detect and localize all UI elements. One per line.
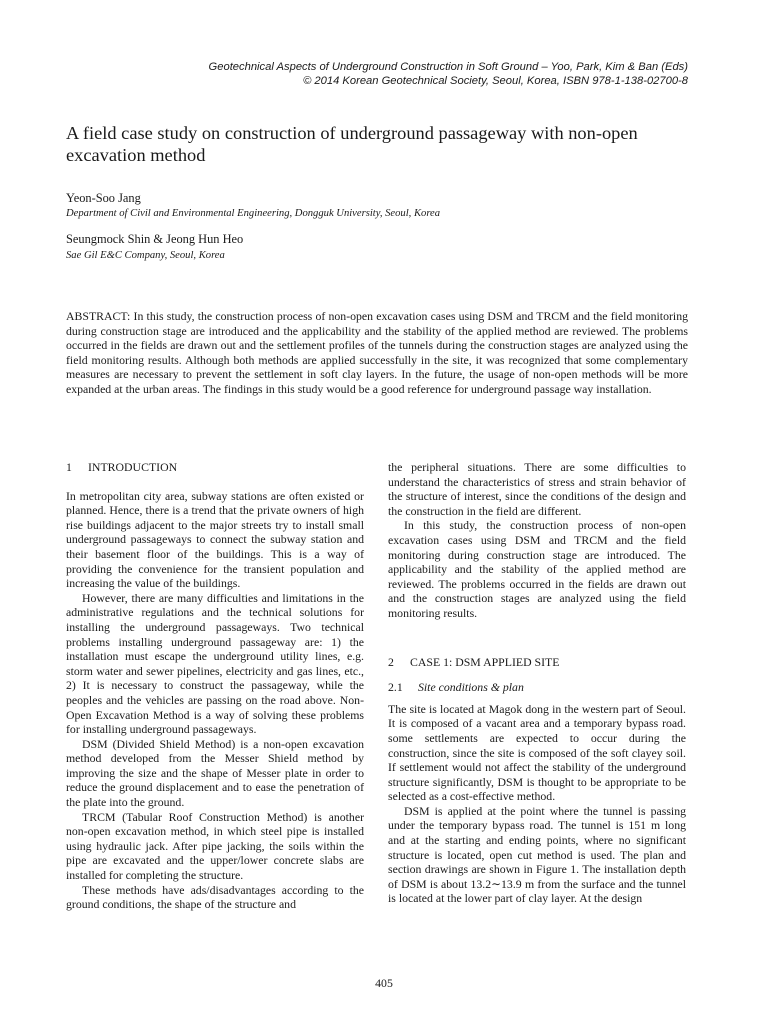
section-2-number: 2 xyxy=(388,654,394,669)
section-1-number: 1 xyxy=(66,460,72,474)
section-2-heading xyxy=(388,655,686,670)
section-2-title: CASE 1: DSM APPLIED SITE xyxy=(410,654,560,669)
header-book-title: Geotechnical Aspects of Underground Construction in Soft Ground – Yoo, Park, Kim & Ban (Eds) xyxy=(208,61,688,73)
intro-paragraph-3: DSM (Divided Shield Method) is a non-open excavation method developed from the Messer Shield method by improving the size and the shape of Messer plate in order to reduce the ground displacement and to ease the penetration of the plate into the ground. xyxy=(66,736,364,810)
left-column xyxy=(66,460,364,912)
site-paragraph-1: The site is located at Magok dong in the western part of Seoul. It is composed of a vacant area and a temporary bypass road. some settlements are expected to occur during the construction, since the site is composed of the soft clayey soil. If settlement would not affect the stability of the underground structure significantly, DSM is thought to be appropriate to be selected as a cost-effective method. xyxy=(388,701,686,804)
intro-continuation-paragraph: the peripheral situations. There are some difficulties to understand the characteristics of stress and strain behavior of the structure of interest, since the conditions of the design and the construction in the field are different. xyxy=(388,460,686,518)
author-2-name: Seungmock Shin & Jeong Hun Heo xyxy=(66,232,244,246)
intro-paragraph-1: In metropolitan city area, subway stations are often existed or planned. Hence, there is a trend that the private owners of high rise buildings adjacent to the major streets try to install small underground passageways to connect the subway station and their basement floor of the buildings. This is a way of providing the convenience for the transient population and increasing the value of the buildings. xyxy=(66,488,364,591)
right-column xyxy=(388,460,686,906)
author-2-affiliation: Sae Gil E&C Company, Seoul, Korea xyxy=(66,250,225,261)
intro-paragraph-4: TRCM (Tabular Roof Construction Method) is another non-open excavation method, in which steel pipe is installed using hydraulic jack. After pipe jacking, the soils within the pipe are excavated and the upper/lower concrete slabs are installed for completing the structure. xyxy=(66,809,364,883)
intro-study-paragraph: In this study, the construction process of non-open excavation cases using DSM and TRCM and the field monitoring during construction stage are introduced. The applicability and the stability of the applied method are reviewed. The problems occurred in the fields are drawn out and the construction stages are analyzed using the field monitoring results. xyxy=(388,518,686,620)
author-1-affiliation: Department of Civil and Environmental Engineering, Dongguk University, Seoul, Korea xyxy=(66,208,441,219)
intro-paragraph-5: These methods have ads/disadvantages according to the ground conditions, the shape of the structure and xyxy=(66,882,364,912)
running-header xyxy=(68,60,688,88)
section-1-title: INTRODUCTION xyxy=(88,460,178,474)
section-1-heading xyxy=(66,460,364,475)
abstract: ABSTRACT: In this study, the construction process of non-open excavation cases using DSM and TRCM and the field monitoring during construction stage are introduced and the applicability and the stability of the applied method are reviewed. The problems occurred in the fields are drawn out and the settlement profiles of the tunnels during the construction stages are analyzed using the field monitoring results. Although both methods are applied successfully in the site, it was recognized that some complementary measures are necessary to prevent the settlement in soft clay layers. In the future, the usage of non-open methods will be more expanded at the urban areas. The findings in this study would be a good reference for underground passage way installation. xyxy=(66,309,688,396)
paper-title: A field case study on construction of underground passageway with non-open excavation method xyxy=(66,123,638,165)
intro-paragraph-2: However, there are many difficulties and limitations in the administrative regulations and the technical solutions for installing the underground passageways. Two technical problems installing underground passageway are: 1) the installation must escape the underground utility lines, e.g. storm water and sewer pipelines, electricity and gas lines, etc., 2) It is necessary to construct the passageway, while the peoples and the vehicles are passing on the road above. Non-Open Excavation Method is a way of solving these problems for installing underground passageways. xyxy=(66,590,364,737)
header-copyright: © 2014 Korean Geotechnical Society, Seoul, Korea, ISBN 978-1-138-02700-8 xyxy=(303,75,688,87)
site-paragraph-2: DSM is applied at the point where the tunnel is passing under the temporary bypass road. The tunnel is 151 m long and at the starting and ending points, where no significant structure is located, open cut method is used. The plan and section drawings are shown in Figure 1. The installation depth of DSM is about 13.2∼13.9 m from the surface and the tunnel is located at the lower part of clay layer. At the design xyxy=(388,803,686,906)
subsection-2-1-title: Site conditions & plan xyxy=(418,680,524,695)
subsection-2-1-heading xyxy=(388,680,686,695)
subsection-2-1-number: 2.1 xyxy=(388,680,403,695)
page-number: 405 xyxy=(375,976,393,990)
author-1-name: Yeon-Soo Jang xyxy=(66,191,141,205)
